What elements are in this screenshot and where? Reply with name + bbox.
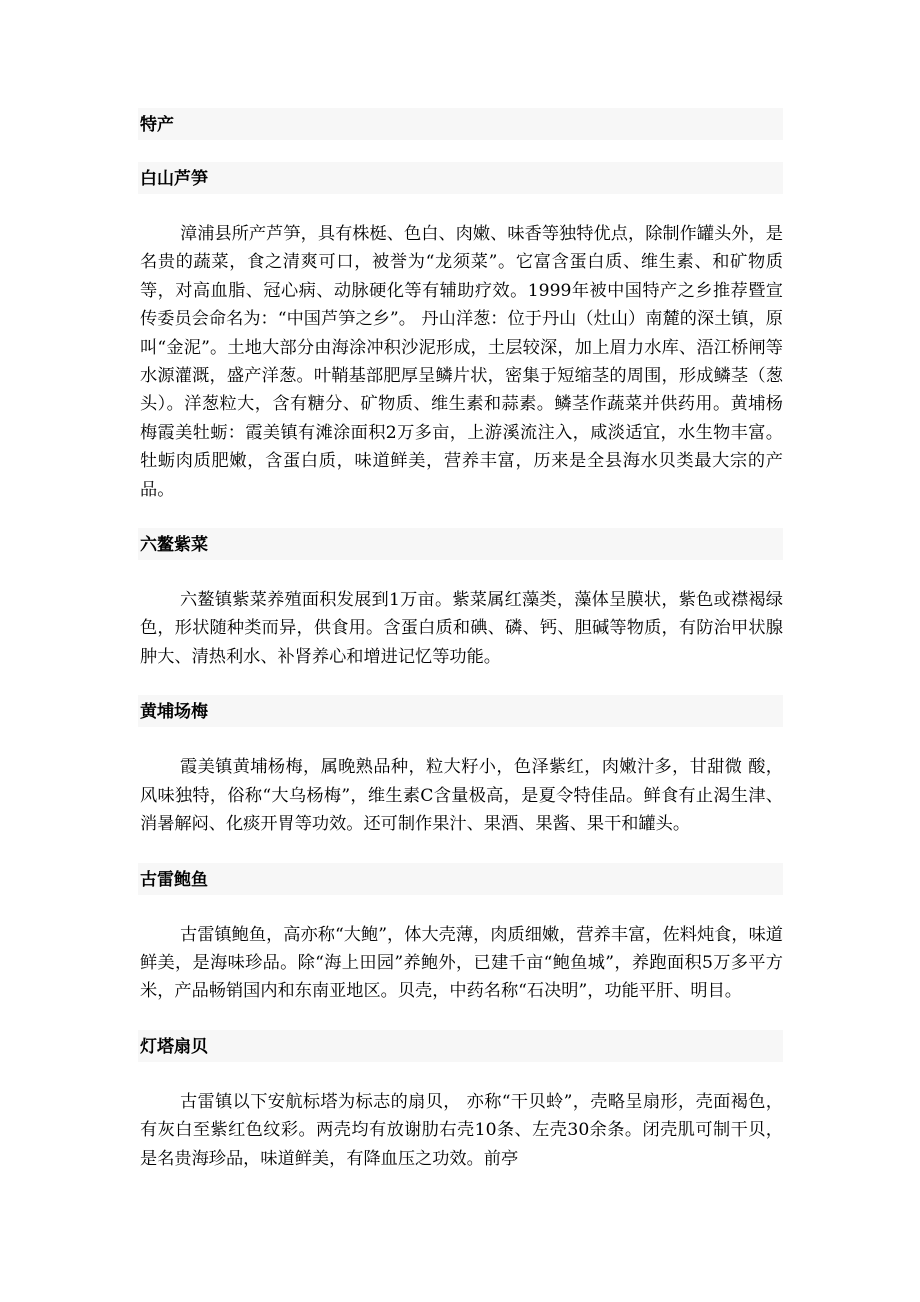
document-page [138, 108, 783, 1173]
section-heading: 黄埔场梅 [138, 695, 783, 727]
section-gu-lei-bao-yu [138, 863, 783, 1030]
section-bai-shan-lu-sun [138, 162, 783, 528]
section-deng-ta-shan-bei [138, 1030, 783, 1173]
section-heading: 六鳌紫菜 [138, 528, 783, 560]
spacer [138, 727, 783, 753]
document-title: 特产 [138, 108, 783, 140]
spacer [138, 671, 783, 695]
spacer [138, 560, 783, 586]
section-heading: 白山芦笋 [138, 162, 783, 194]
section-paragraph: 古雷镇鲍鱼，高亦称“大鲍”，体大壳薄，肉质细嫩，营养丰富，佐料炖食，味道鲜美，是海味珍品。除“海上田园”养鲍外，已建千亩“鲍鱼城”，养跑面积5万多平方米，产品畅销国内和东南亚地区。贝壳，中药名称“石决明”，功能平肝、明目。 [140, 924, 783, 1002]
spacer [138, 504, 783, 528]
spacer [138, 194, 783, 220]
section-paragraph: 古雷镇以下安航标塔为标志的扇贝， 亦称“干贝蛉”，壳略呈扇形，壳面褐色，有灰白至紫红色纹彩。两壳均有放谢肋右壳10条、左壳30余条。闭壳肌可制干贝，是名贵海珍品，味道鲜美，有降血压之功效。前亭 [140, 1091, 783, 1169]
spacer [138, 895, 783, 921]
section-heading: 灯塔扇贝 [138, 1030, 783, 1062]
spacer [138, 140, 783, 162]
section-paragraph: 霞美镇黄埔杨梅，属晚熟品种，粒大籽小，色泽紫红，肉嫩汁多，甘甜微 酸，风味独特，俗称“大乌杨梅”，维生素C含量极高，是夏令特佳品。鲜食有止渴生津、消暑解闷、化痰开胃等功效。还可制作果汁、果酒、果酱、果干和罐头。 [140, 757, 783, 835]
section-heading: 古雷鲍鱼 [138, 863, 783, 895]
section-paragraph: 漳浦县所产芦笋，具有株梃、色白、肉嫩、味香等独特优点，除制作罐头外，是名贵的蔬菜，食之清爽可口，被誉为“龙须菜”。它富含蛋白质、维生素、和矿物质等，对高血脂、冠心病、动脉硬化等有辅助疗效。1999年被中国特产之乡推荐暨宣传委员会命名为：“中国芦笋之乡”。 丹山洋葱：位于丹山（灶山）南麓的深土镇，原叫“金泥”。土地大部分由海涂冲积沙泥形成，土层较深，加上眉力水库、浯江桥闸等水源灌溉，盛产洋葱。叶鞘基部肥厚呈鳞片状，密集于短缩茎的周围，形成鳞茎（葱头）。洋葱粒大，含有糖分、矿物质、维生素和蒜素。鳞茎作蔬菜并供药用。黄埔杨梅霞美牡蛎：霞美镇有滩涂面积2万多亩，上游溪流注入，咸淡适宜，水生物丰富。 牡蛎肉质肥嫩，含蛋白质，味道鲜美，营养丰富，历来是全县海水贝类最大宗的产品。 [140, 224, 783, 500]
spacer [138, 1062, 783, 1088]
section-paragraph: 六鳌镇紫菜养殖面积发展到1万亩。紫菜属红藻类，藻体呈膜状，紫色或襟褐绿色，形状随种类而异，供食用。含蛋白质和碘、磷、钙、胆碱等物质，有防治甲状腺肿大、清热利水、补肾养心和增进记忆等功能。 [140, 590, 783, 667]
spacer [138, 839, 783, 863]
spacer [138, 1006, 783, 1030]
section-liu-ao-zi-cai [138, 528, 783, 695]
section-huang-pu-yang-mei [138, 695, 783, 862]
